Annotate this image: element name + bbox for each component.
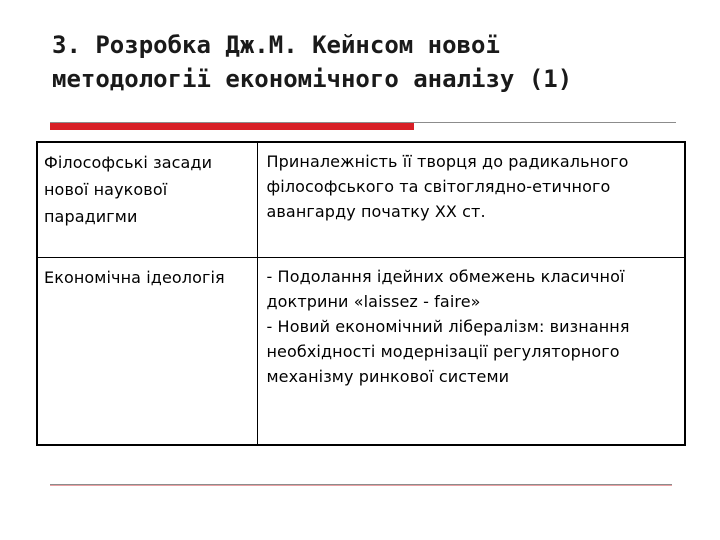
- footer-divider-shadow: [50, 485, 672, 486]
- row-label-cell: Економічна ідеологія: [37, 258, 257, 446]
- table-row: [37, 142, 685, 258]
- slide-title-line-1: 3. Розробка Дж.М. Кейнсом нової: [52, 31, 500, 59]
- content-table: [36, 141, 686, 446]
- row-content-text: - Подолання ідейних обмежень класичної доктрини «laissez - faire»: [266, 267, 625, 311]
- row-content-text: - Новий економічний лібералізм: визнання необхідності модернізації регуляторного механізму ринкової системи: [266, 317, 630, 386]
- title-accent-bar: [50, 123, 414, 130]
- slide-title-line-2: методології економічного аналізу (1): [52, 65, 573, 93]
- row-content-cell: [257, 142, 685, 258]
- table-row: [37, 258, 685, 446]
- slide-title: [52, 28, 692, 96]
- row-label-cell: Філософські засади нової наукової парадигми: [37, 142, 257, 258]
- row-content-text: Приналежність її творця до радикального філософського та світоглядно-етичного авангарду початку ХХ ст.: [266, 152, 629, 221]
- row-content-cell: [257, 258, 685, 446]
